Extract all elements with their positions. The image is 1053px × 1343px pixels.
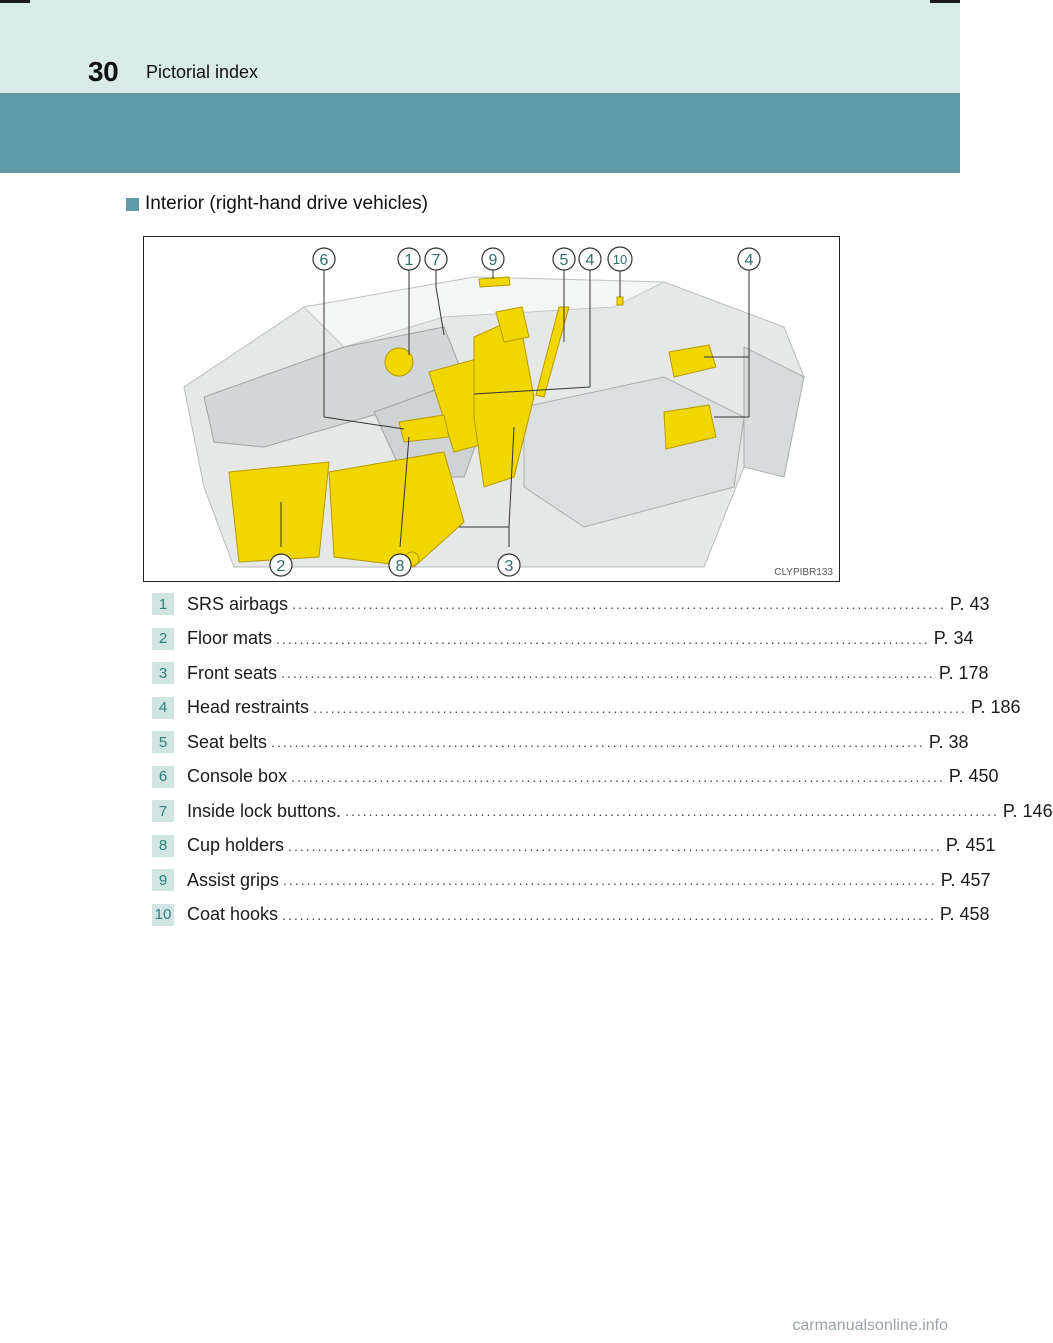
figure-code: CLYPIBR133 — [774, 567, 833, 578]
item-label: Head restraints — [187, 697, 310, 718]
dot-leader: ............................................................................................................... — [271, 734, 925, 751]
item-page-link[interactable]: P. 43 — [949, 593, 990, 614]
callout-label: 2 — [276, 558, 286, 575]
list-item — [152, 587, 990, 622]
dot-leader: ............................................................................................................... — [282, 906, 936, 923]
callout-label: 4 — [585, 252, 595, 269]
header-band — [0, 0, 960, 93]
dot-leader: ............................................................................................................... — [276, 630, 930, 647]
callout-label: 6 — [319, 252, 329, 269]
item-label: SRS airbags — [187, 593, 289, 614]
item-label: Inside lock buttons. — [187, 800, 342, 821]
item-label: Assist grips — [187, 869, 280, 890]
item-page-link[interactable]: P. 186 — [970, 697, 1021, 718]
item-page-link[interactable]: P. 34 — [933, 628, 974, 649]
crop-mark-right — [930, 0, 960, 3]
coat-hook-highlight — [617, 297, 623, 305]
list-item — [152, 725, 969, 760]
dot-leader: ............................................................................................................... — [291, 768, 945, 785]
index-list — [152, 587, 1053, 932]
dot-leader: ............................................................................................................... — [288, 837, 942, 854]
section-heading — [126, 193, 428, 215]
dot-leader: ............................................................................................................... — [281, 665, 935, 682]
item-page-link[interactable]: P. 457 — [940, 869, 991, 890]
item-page-link[interactable]: P. 451 — [945, 835, 996, 856]
item-label: Console box — [187, 766, 288, 787]
assist-grip-highlight — [479, 277, 510, 287]
item-page-link[interactable]: P. 38 — [928, 731, 969, 752]
list-item — [152, 898, 990, 933]
floor-mat-highlight — [229, 462, 329, 562]
list-item — [152, 691, 1021, 726]
list-item — [152, 656, 989, 691]
interior-illustration — [143, 236, 840, 582]
item-page-link[interactable]: P. 450 — [948, 766, 999, 787]
page-section-title: Pictorial index — [146, 62, 259, 82]
dot-leader: ............................................................................................................... — [283, 872, 937, 889]
list-item — [152, 829, 996, 864]
list-item — [152, 760, 999, 795]
dot-leader: ............................................................................................................... — [292, 596, 946, 613]
callout-label: 4 — [744, 252, 754, 269]
item-label: Seat belts — [187, 731, 268, 752]
item-number: 5 — [152, 731, 174, 753]
item-number: 3 — [152, 662, 174, 684]
item-label: Coat hooks — [187, 904, 279, 925]
item-number: 2 — [152, 628, 174, 650]
callout-label: 7 — [431, 252, 441, 269]
item-label: Floor mats — [187, 628, 273, 649]
item-page-link[interactable]: P. 146 — [1002, 800, 1053, 821]
item-page-link[interactable]: P. 178 — [938, 662, 989, 683]
callout-label: 3 — [504, 558, 514, 575]
item-number: 7 — [152, 800, 174, 822]
callout-label: 8 — [395, 558, 405, 575]
list-item — [152, 622, 974, 657]
header-bar — [0, 93, 960, 173]
page-number: 30 — [88, 56, 119, 87]
car-interior-drawing — [144, 237, 839, 581]
callout-label: 10 — [612, 252, 628, 267]
item-number: 9 — [152, 869, 174, 891]
item-label: Front seats — [187, 662, 278, 683]
item-number: 6 — [152, 766, 174, 788]
item-label: Cup holders — [187, 835, 285, 856]
dot-leader: ............................................................................................................... — [313, 699, 967, 716]
square-bullet-icon — [126, 198, 139, 211]
callout-label: 5 — [559, 252, 569, 269]
watermark: carmanualsonline.info — [792, 1317, 948, 1334]
item-page-link[interactable]: P. 458 — [939, 904, 990, 925]
callout-label: 1 — [404, 252, 414, 269]
section-heading-text: Interior (right-hand drive vehicles) — [145, 193, 429, 214]
item-number: 10 — [152, 904, 174, 926]
item-number: 8 — [152, 835, 174, 857]
list-item — [152, 863, 991, 898]
crop-mark-left — [0, 0, 30, 3]
dot-leader: ............................................................................................................... — [345, 803, 999, 820]
callout-label: 9 — [488, 252, 498, 269]
item-number: 1 — [152, 593, 174, 615]
list-item — [152, 794, 1053, 829]
item-number: 4 — [152, 697, 174, 719]
